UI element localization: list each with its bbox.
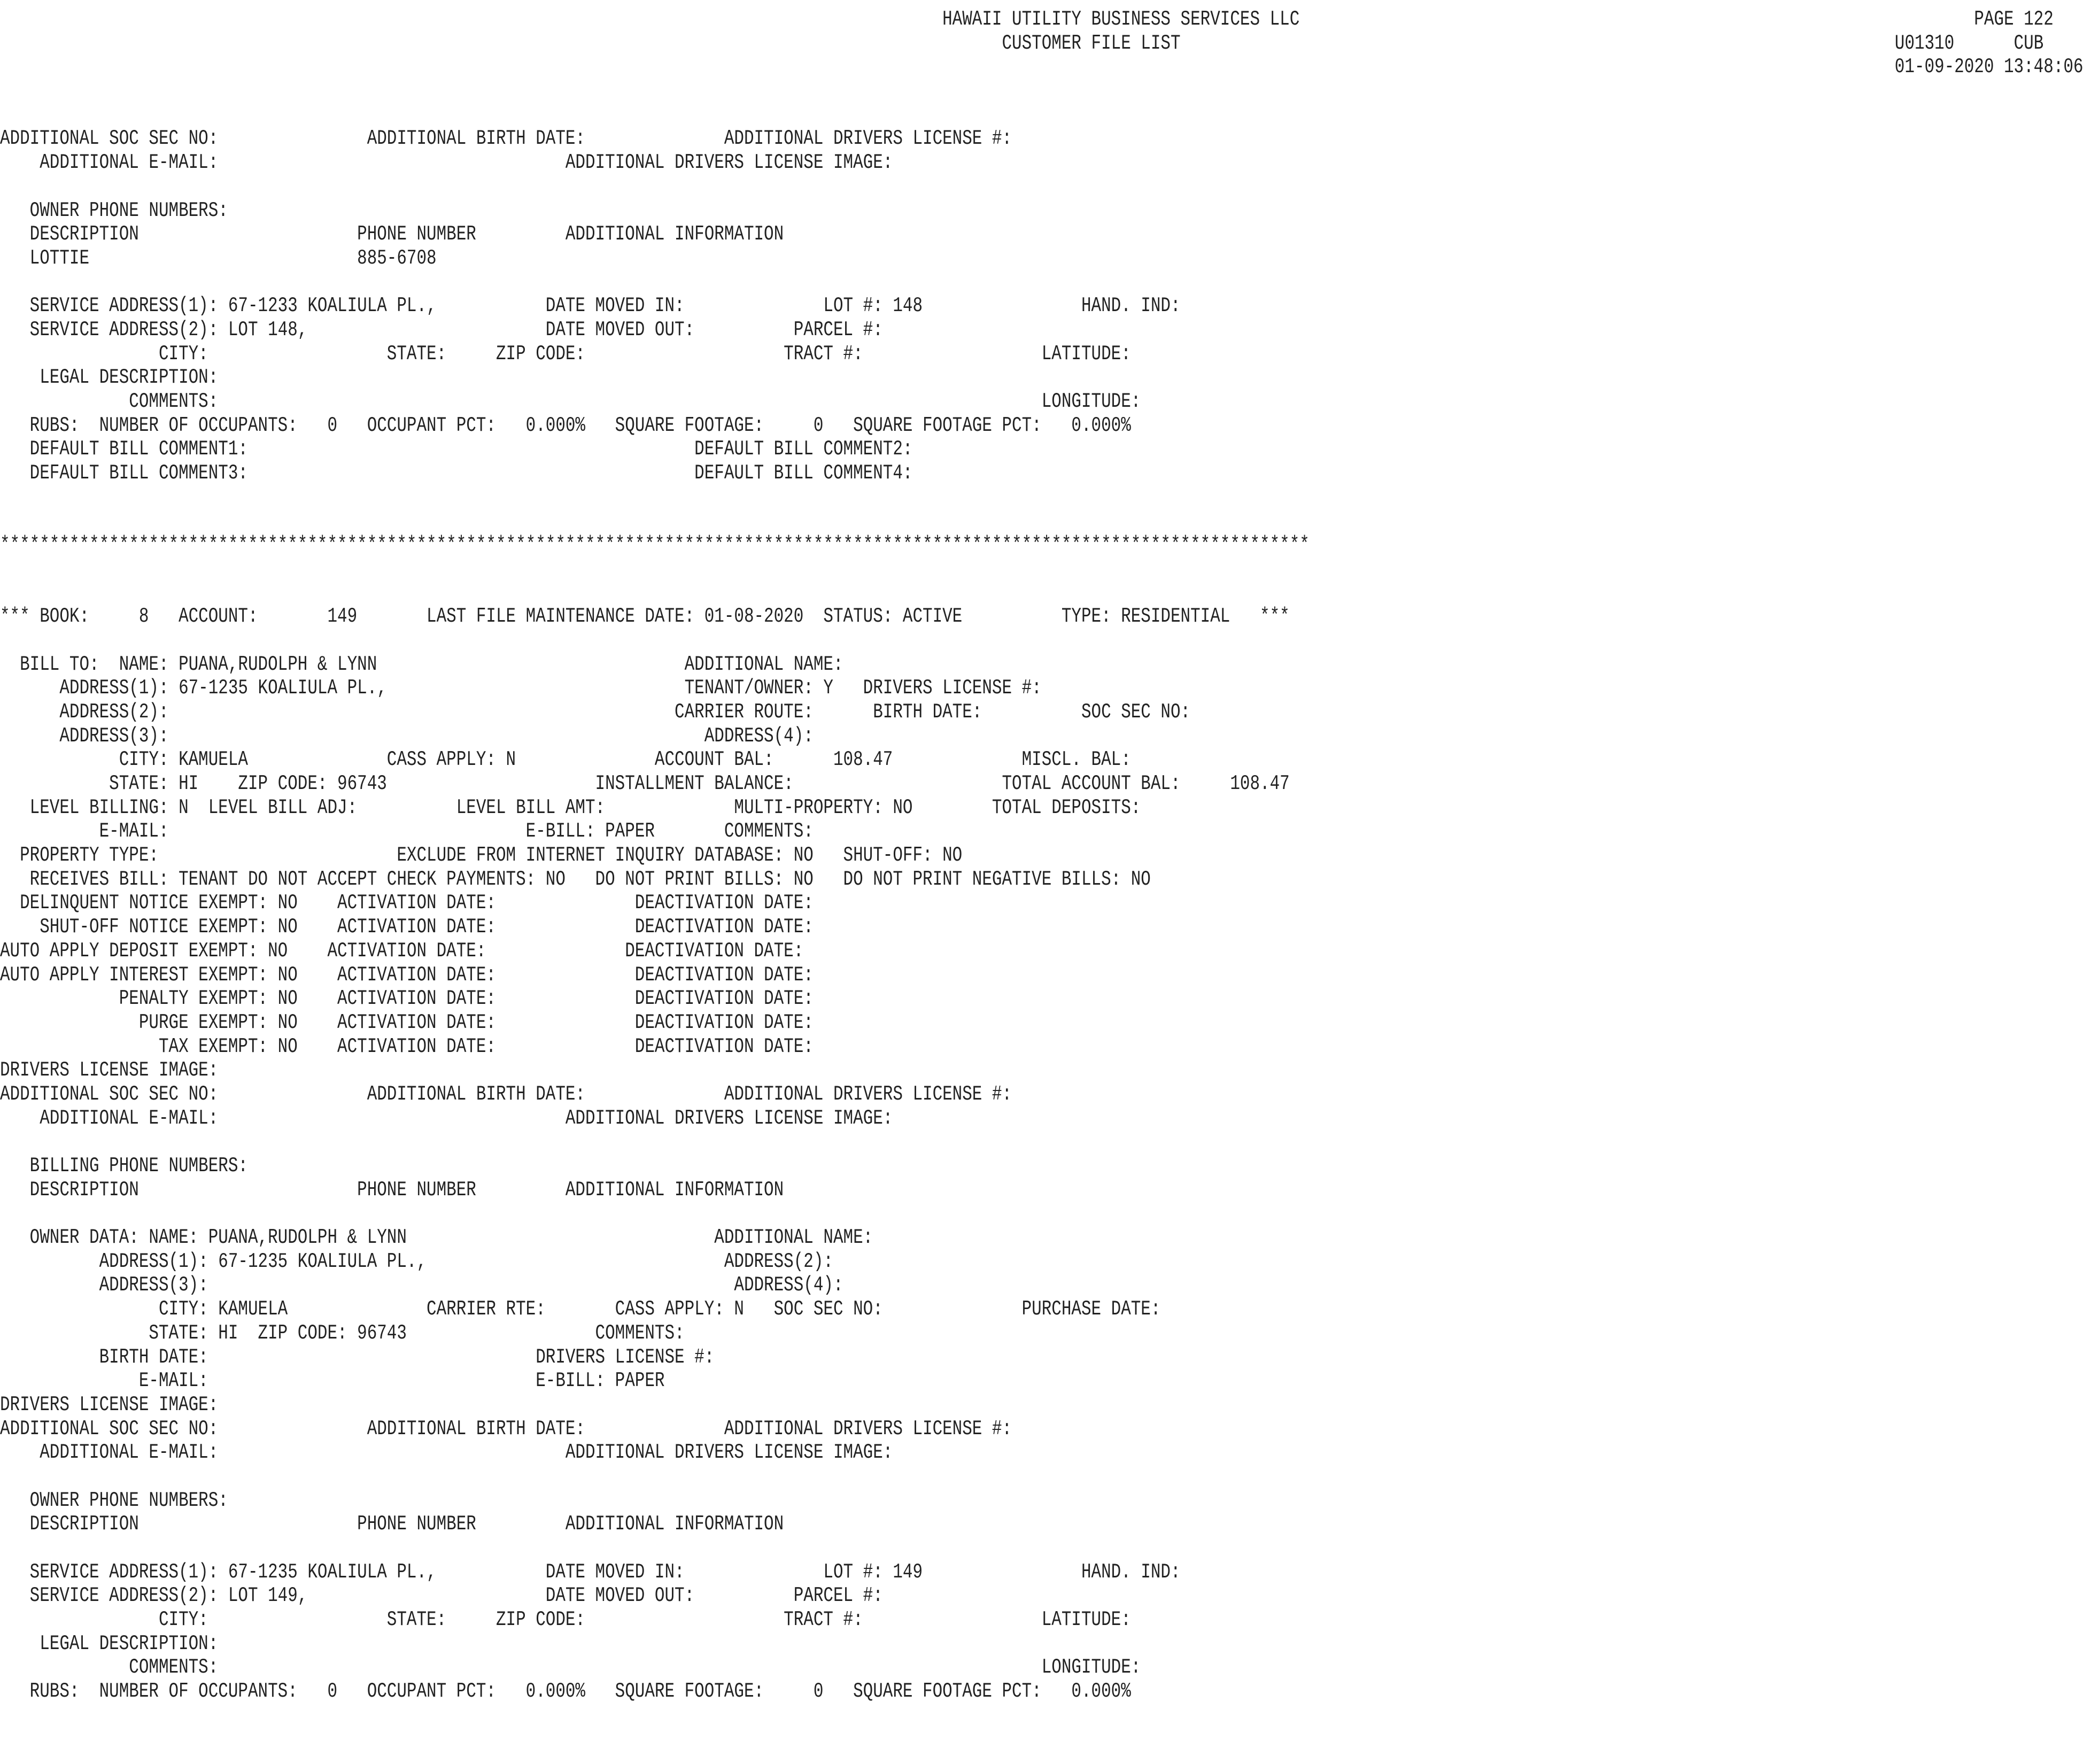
report-header-line-1: HAWAII UTILITY BUSINESS SERVICES LLC PAGE 122 — [0, 7, 2054, 31]
additional-soc-sec-line: ADDITIONAL SOC SEC NO: ADDITIONAL BIRTH DATE: ADDITIONAL DRIVERS LICENSE #: — [0, 1417, 1012, 1441]
report-header-line-3: 01-09-2020 13:48:06 — [0, 55, 2083, 79]
exemption-line: PURGE EXEMPT: NO ACTIVATION DATE: DEACTIVATION DATE: — [0, 1010, 814, 1034]
bill-to-name-line: BILL TO: NAME: PUANA,RUDOLPH & LYNN ADDITIONAL NAME: — [0, 652, 843, 676]
exemption-line: SHUT-OFF NOTICE EXEMPT: NO ACTIVATION DATE: DEACTIVATION DATE: — [0, 915, 814, 939]
phone-table-row: LOTTIE 885-6708 — [0, 246, 437, 270]
exemption-line: AUTO APPLY DEPOSIT EXEMPT: NO ACTIVATION DATE: DEACTIVATION DATE: — [0, 939, 804, 963]
report-line — [0, 175, 1081, 199]
service-city-line: CITY: STATE: ZIP CODE: TRACT #: LATITUDE: — [0, 1608, 1131, 1632]
drivers-license-image-line: DRIVERS LICENSE IMAGE: — [0, 1392, 219, 1417]
account-header-line: *** BOOK: 8 ACCOUNT: 149 LAST FILE MAINTENANCE DATE: 01-08-2020 STATUS: ACTIVE TYPE: RESIDENTIAL *** — [0, 605, 1290, 629]
exemption-line: TAX EXEMPT: NO ACTIVATION DATE: DEACTIVATION DATE: — [0, 1034, 814, 1058]
service-city-line: CITY: STATE: ZIP CODE: TRACT #: LATITUDE: — [0, 342, 1131, 366]
record-separator: ************************************************************************************************************************************ — [0, 533, 1310, 557]
report-line — [0, 103, 1081, 127]
report-line — [0, 1536, 1081, 1560]
phone-table-header: DESCRIPTION PHONE NUMBER ADDITIONAL INFORMATION — [0, 1512, 784, 1536]
owner-state-line: STATE: HI ZIP CODE: 96743 COMMENTS: — [0, 1321, 685, 1345]
email-line: E-MAIL: E-BILL: PAPER COMMENTS: — [0, 819, 814, 844]
report-line — [0, 557, 1081, 581]
report-line — [0, 1202, 1081, 1226]
exemption-line: AUTO APPLY INTEREST EXEMPT: NO ACTIVATION DATE: DEACTIVATION DATE: — [0, 963, 814, 987]
bill-to-address-2-line: ADDRESS(2): CARRIER ROUTE: BIRTH DATE: SOC SEC NO: — [0, 700, 1191, 724]
additional-email-line: ADDITIONAL E-MAIL: ADDITIONAL DRIVERS LICENSE IMAGE: — [0, 1106, 893, 1130]
report-line — [0, 629, 1081, 653]
owner-address-3-line: ADDRESS(3): ADDRESS(4): — [0, 1273, 843, 1297]
owner-data-name-line: OWNER DATA: NAME: PUANA,RUDOLPH & LYNN ADDITIONAL NAME: — [0, 1226, 873, 1250]
phone-table-header: DESCRIPTION PHONE NUMBER ADDITIONAL INFORMATION — [0, 1178, 784, 1202]
service-address-2-line: SERVICE ADDRESS(2): LOT 149, DATE MOVED OUT: PARCEL #: — [0, 1584, 883, 1608]
service-address-1-line: SERVICE ADDRESS(1): 67-1235 KOALIULA PL., DATE MOVED IN: LOT #: 149 HAND. IND: — [0, 1560, 1181, 1584]
owner-birth-date-line: BIRTH DATE: DRIVERS LICENSE #: — [0, 1345, 715, 1369]
report-line — [0, 485, 1081, 509]
rubs-line: RUBS: NUMBER OF OCCUPANTS: 0 OCCUPANT PCT: 0.000% SQUARE FOOTAGE: 0 SQUARE FOOTAGE PCT: 0.000% — [0, 1680, 1131, 1704]
legal-description-line: LEGAL DESCRIPTION: — [0, 366, 219, 390]
additional-soc-sec-line: ADDITIONAL SOC SEC NO: ADDITIONAL BIRTH DATE: ADDITIONAL DRIVERS LICENSE #: — [0, 127, 1012, 151]
report-line — [0, 79, 1081, 103]
report-line — [0, 581, 1081, 605]
receives-bill-line: RECEIVES BILL: TENANT DO NOT ACCEPT CHECK PAYMENTS: NO DO NOT PRINT BILLS: NO DO NOT PRINT NEGATIVE BILLS: NO — [0, 867, 1151, 891]
additional-soc-sec-line: ADDITIONAL SOC SEC NO: ADDITIONAL BIRTH DATE: ADDITIONAL DRIVERS LICENSE #: — [0, 1082, 1012, 1106]
report-header-line-2: CUSTOMER FILE LIST U01310 CUB — [0, 31, 2044, 55]
drivers-license-image-line: DRIVERS LICENSE IMAGE: — [0, 1058, 219, 1082]
exemption-line: PENALTY EXEMPT: NO ACTIVATION DATE: DEACTIVATION DATE: — [0, 987, 814, 1011]
additional-email-line: ADDITIONAL E-MAIL: ADDITIONAL DRIVERS LICENSE IMAGE: — [0, 1441, 893, 1465]
property-type-line: PROPERTY TYPE: EXCLUDE FROM INTERNET INQUIRY DATABASE: NO SHUT-OFF: NO — [0, 844, 963, 868]
service-address-1-line: SERVICE ADDRESS(1): 67-1233 KOALIULA PL., DATE MOVED IN: LOT #: 148 HAND. IND: — [0, 294, 1181, 318]
report-line — [0, 270, 1081, 295]
default-bill-comment-line: DEFAULT BILL COMMENT3: DEFAULT BILL COMMENT4: — [0, 461, 913, 485]
owner-email-line: E-MAIL: E-BILL: PAPER — [0, 1369, 665, 1393]
customer-file-list-report — [0, 7, 2083, 1704]
phone-table-header: DESCRIPTION PHONE NUMBER ADDITIONAL INFORMATION — [0, 222, 784, 246]
owner-city-line: CITY: KAMUELA CARRIER RTE: CASS APPLY: N SOC SEC NO: PURCHASE DATE: — [0, 1297, 1161, 1321]
bill-to-state-line: STATE: HI ZIP CODE: 96743 INSTALLMENT BALANCE: TOTAL ACCOUNT BAL: 108.47 — [0, 772, 1290, 795]
owner-phone-numbers-heading: OWNER PHONE NUMBERS: — [0, 1488, 228, 1512]
exemption-line: DELINQUENT NOTICE EXEMPT: NO ACTIVATION DATE: DEACTIVATION DATE: — [0, 891, 814, 915]
bill-to-address-3-line: ADDRESS(3): ADDRESS(4): — [0, 724, 814, 748]
owner-address-1-line: ADDRESS(1): 67-1235 KOALIULA PL., ADDRESS(2): — [0, 1249, 833, 1273]
rubs-line: RUBS: NUMBER OF OCCUPANTS: 0 OCCUPANT PCT: 0.000% SQUARE FOOTAGE: 0 SQUARE FOOTAGE PCT: 0.000% — [0, 413, 1131, 437]
level-billing-line: LEVEL BILLING: N LEVEL BILL ADJ: LEVEL BILL AMT: MULTI-PROPERTY: NO TOTAL DEPOSITS: — [0, 795, 1141, 819]
comments-line: COMMENTS: LONGITUDE: — [0, 390, 1141, 413]
report-line — [0, 1130, 1081, 1154]
billing-phone-numbers-heading: BILLING PHONE NUMBERS: — [0, 1154, 248, 1178]
owner-phone-numbers-heading: OWNER PHONE NUMBERS: — [0, 198, 228, 222]
default-bill-comment-line: DEFAULT BILL COMMENT1: DEFAULT BILL COMMENT2: — [0, 437, 913, 461]
bill-to-city-line: CITY: KAMUELA CASS APPLY: N ACCOUNT BAL: 108.47 MISCL. BAL: — [0, 748, 1131, 772]
additional-email-line: ADDITIONAL E-MAIL: ADDITIONAL DRIVERS LICENSE IMAGE: — [0, 151, 893, 175]
bill-to-address-1-line: ADDRESS(1): 67-1235 KOALIULA PL., TENANT/OWNER: Y DRIVERS LICENSE #: — [0, 676, 1042, 700]
service-address-2-line: SERVICE ADDRESS(2): LOT 148, DATE MOVED OUT: PARCEL #: — [0, 318, 883, 342]
report-line — [0, 1465, 1081, 1489]
comments-line: COMMENTS: LONGITUDE: — [0, 1655, 1141, 1680]
legal-description-line: LEGAL DESCRIPTION: — [0, 1631, 219, 1655]
report-line — [0, 509, 1081, 533]
